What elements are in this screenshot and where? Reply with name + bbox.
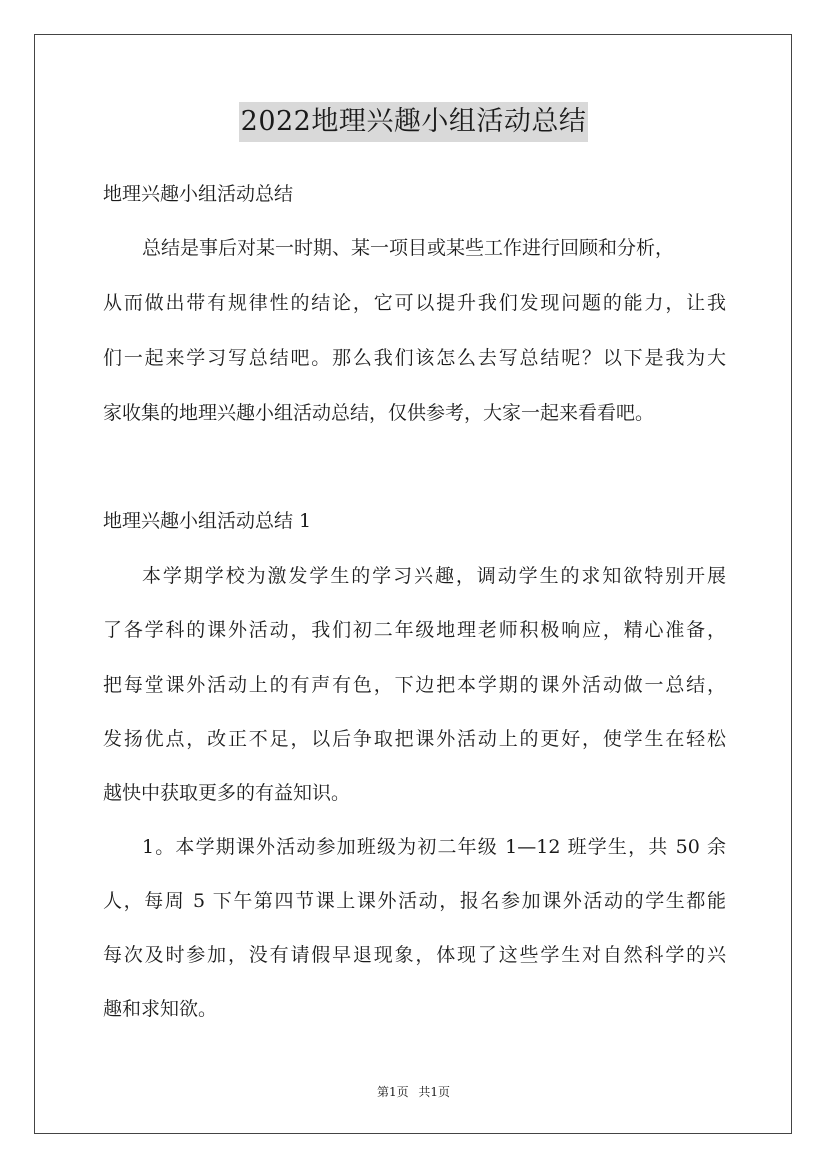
paragraph-line: 把每堂课外活动上的有声有色，下边把本学期的课外活动做一总结， — [103, 674, 726, 696]
page-total: 共1页 — [418, 1085, 451, 1099]
paragraph-line: 1。本学期课外活动参加班级为初二年级 1—12 班学生，共 50 余 — [142, 836, 726, 858]
paragraph-line: 人，每周 5 下午第四节课上课外活动，报名参加课外活动的学生都能 — [103, 890, 726, 912]
paragraph-line: 了各学科的课外活动，我们初二年级地理老师积极响应，精心准备， — [103, 619, 726, 641]
document-title: 2022地理兴趣小组活动总结 — [239, 102, 589, 142]
paragraph-line: 家收集的地理兴趣小组活动总结，仅供参考，大家一起来看看吧。 — [103, 402, 655, 424]
title-wrap — [0, 102, 827, 142]
paragraph-line: 每次及时参加，没有请假早退现象，体现了这些学生对自然科学的兴 — [103, 944, 726, 966]
paragraph-line: 从而做出带有规律性的结论，它可以提升我们发现问题的能力，让我 — [103, 292, 726, 314]
paragraph-line: 本学期学校为激发学生的学习兴趣，调动学生的求知欲特别开展 — [142, 565, 726, 587]
page-footer — [0, 1083, 827, 1100]
paragraph-line: 们一起来学习写总结吧。那么我们该怎么去写总结呢？以下是我为大 — [103, 347, 726, 369]
paragraph-line: 越快中获取更多的有益知识。 — [103, 782, 351, 804]
paragraph-line: 总结是事后对某一时期、某一项目或某些工作进行回顾和分析， — [142, 237, 675, 259]
paragraph-line: 趣和求知欲。 — [103, 998, 218, 1020]
paragraph-line: 发扬优点，改正不足，以后争取把课外活动上的更好，使学生在轻松 — [103, 728, 726, 750]
section-heading: 地理兴趣小组活动总结 — [103, 183, 294, 205]
section-heading: 地理兴趣小组活动总结 1 — [103, 510, 312, 532]
page-number: 第1页 — [376, 1085, 409, 1099]
